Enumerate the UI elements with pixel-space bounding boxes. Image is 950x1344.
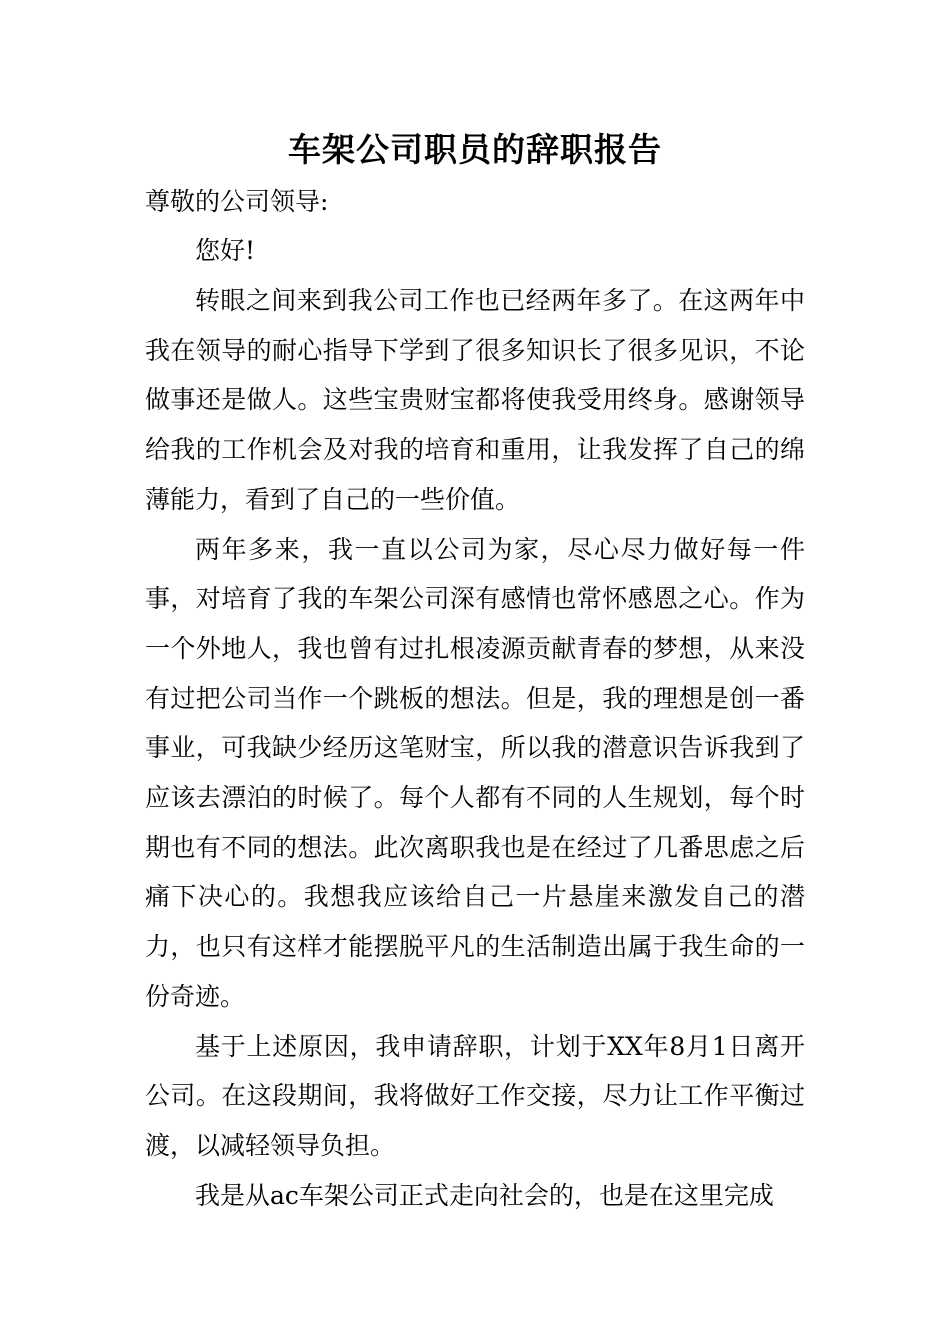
salutation: 尊敬的公司领导:: [145, 187, 329, 216]
paragraph-3: 基于上述原因，我申请辞职，计划于XX年8月1日离开公司。在这段期间，我将做好工作交接，尽力让工作平衡过渡，以减轻领导负担。: [145, 1031, 805, 1160]
paragraph-2: 两年多来，我一直以公司为家，尽心尽力做好每一件事，对培育了我的车架公司深有感情也常怀感恩之心。作为一个外地人，我也曾有过扎根凌源贡献青春的梦想，从来没有过把公司当作一个跳板的想法。但是，我的理想是创一番事业，可我缺少经历这笔财宝，所以我的潜意识告诉我到了应该去漂泊的时候了。每个人都有不同的人生规划，每个时期也有不同的想法。此次离职我也是在经过了几番思虑之后痛下决心的。我想我应该给自己一片悬崖来激发自己的潜力，也只有这样才能摆脱平凡的生活制造出属于我生命的一份奇迹。: [145, 534, 805, 1011]
paragraph-1: 转眼之间来到我公司工作也已经两年多了。在这两年中我在领导的耐心指导下学到了很多知识长了很多见识，不论做事还是做人。这些宝贵财宝都将使我受用终身。感谢领导给我的工作机会及对我的培育和重用，让我发挥了自己的绵薄能力，看到了自己的一些价值。: [145, 286, 805, 514]
letter-body: [145, 276, 805, 1220]
paragraph-4: 我是从ac车架公司正式走向社会的，也是在这里完成: [195, 1180, 774, 1210]
document-title: 车架公司职员的辞职报告: [288, 130, 662, 169]
greeting: 您好!: [195, 236, 256, 265]
